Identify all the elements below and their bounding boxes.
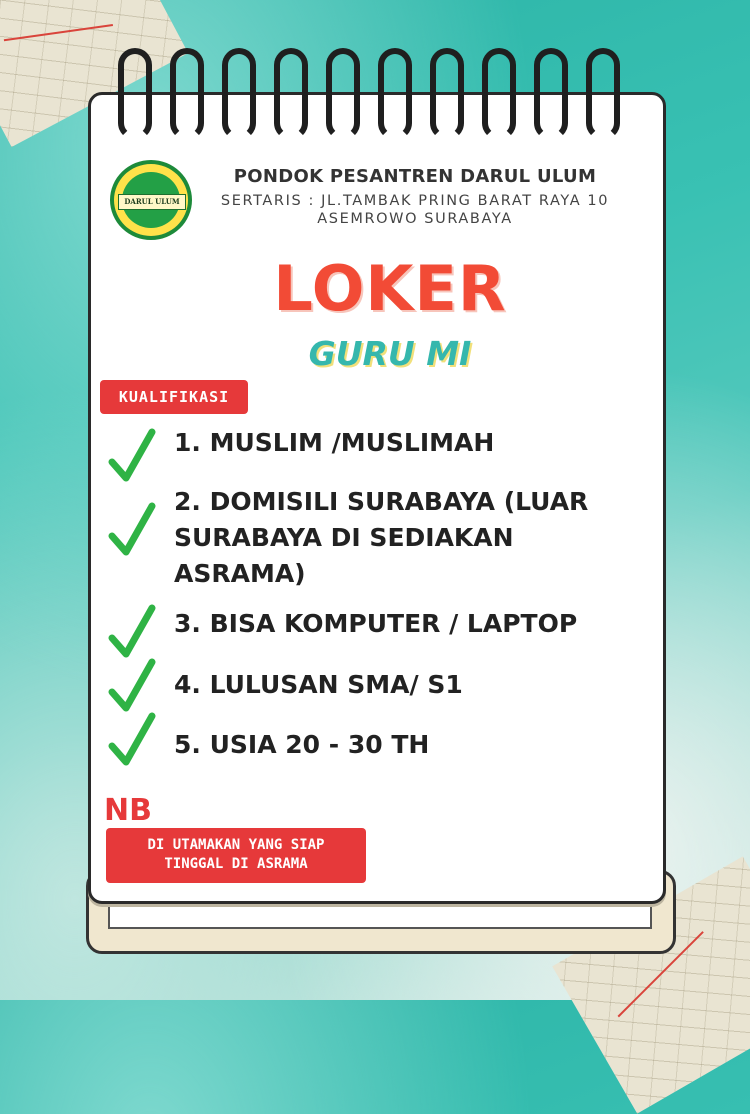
logo-text: DARUL ULUM	[118, 194, 186, 210]
spiral-ring-icon	[534, 48, 568, 140]
spiral-ring-icon	[326, 48, 360, 140]
institution-name: PONDOK PESANTREN DARUL ULUM	[233, 166, 597, 187]
check-icon	[108, 428, 156, 484]
note-line-2: TINGGAL DI ASRAMA	[164, 856, 308, 872]
check-icon	[108, 658, 156, 714]
qualification-item-2: 2. DOMISILI SURABAYA (LUAR SURABAYA DI SEDIAKAN ASRAMA)	[174, 487, 589, 588]
school-logo	[110, 160, 192, 240]
qualifications-badge: KUALIFIKASI	[100, 380, 248, 414]
check-icon	[108, 502, 156, 558]
qualification-item-1: 1. MUSLIM /MUSLIMAH	[174, 428, 495, 457]
qualification-item-5: 5. USIA 20 - 30 TH	[174, 730, 430, 759]
qualification-item-4: 4. LULUSAN SMA/ S1	[174, 670, 463, 699]
note-line-1: DI UTAMAKAN YANG SIAP	[147, 837, 325, 853]
spiral-ring-icon	[118, 48, 152, 140]
spiral-ring-icon	[274, 48, 308, 140]
check-icon	[108, 604, 156, 660]
spiral-ring-icon	[170, 48, 204, 140]
address-line-2: ASEMROWO SURABAYA	[317, 211, 513, 227]
spiral-ring-icon	[586, 48, 620, 140]
note-label: NB	[104, 793, 152, 828]
spiral-binding	[118, 48, 638, 138]
spiral-ring-icon	[378, 48, 412, 140]
page-title: LOKER	[273, 252, 507, 325]
spiral-ring-icon	[222, 48, 256, 140]
qualification-item-3: 3. BISA KOMPUTER / LAPTOP	[174, 609, 578, 638]
spiral-ring-icon	[482, 48, 516, 140]
note-badge	[106, 828, 366, 883]
check-icon	[108, 712, 156, 768]
page-subtitle: GURU MI	[308, 334, 472, 373]
address-line-1: SERTARIS : JL.TAMBAK PRING BARAT RAYA 10	[220, 193, 610, 209]
spiral-ring-icon	[430, 48, 464, 140]
